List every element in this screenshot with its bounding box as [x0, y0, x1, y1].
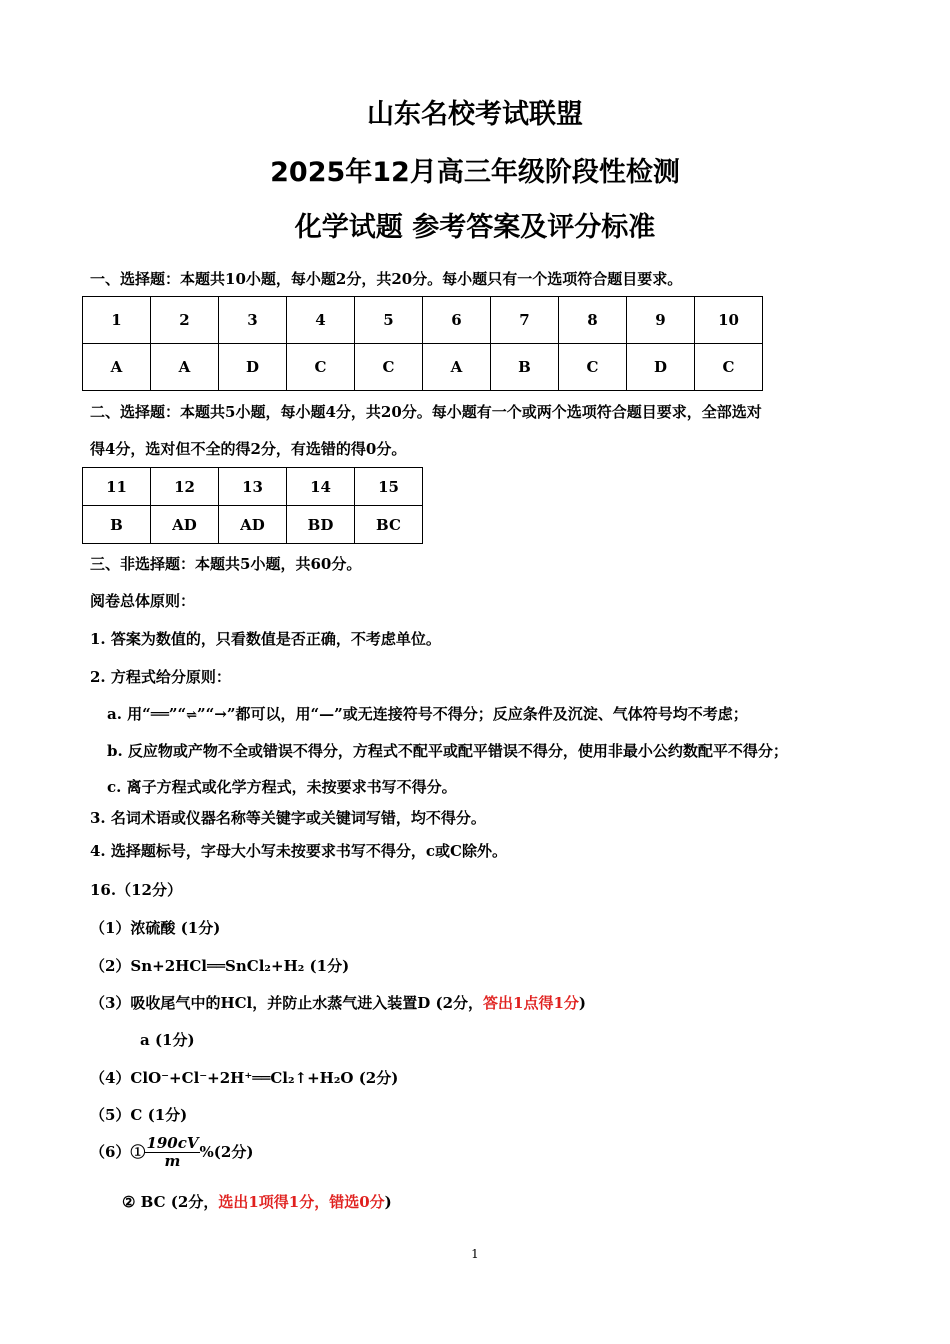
answer-cell: B — [83, 506, 151, 544]
answer-cell: A — [151, 344, 219, 391]
doc-title-line3: 化学试题 参考答案及评分标准 — [294, 212, 656, 243]
question-number-cell: 15 — [355, 468, 423, 506]
answer-cell: C — [355, 344, 423, 391]
answer-cell: C — [559, 344, 627, 391]
q16-answer-4: （4）ClO⁻+Cl⁻+2H⁺══Cl₂↑+H₂O (2分) — [90, 1069, 399, 1087]
q16-answer-3-note: 答出1点得1分 — [483, 994, 579, 1012]
answer-cell: C — [695, 344, 763, 391]
rule-2b: b. 反应物或产物不全或错误不得分，方程式不配平或配平错误不得分，使用非最小公约数配平不得分； — [107, 742, 788, 760]
question-number-cell: 9 — [627, 297, 695, 344]
section2-heading-line1: 二、选择题：本题共5小题，每小题4分，共20分。每小题有一个或两个选项符合题目要求，全部选对 — [90, 403, 762, 421]
doc-title-line2: 2025年12月高三年级阶段性检测 — [270, 157, 680, 188]
question-number-cell: 7 — [491, 297, 559, 344]
q16-title: 16.（12分） — [90, 881, 182, 899]
section2-heading-line2: 得4分，选对但不全的得2分，有选错的得0分。 — [90, 440, 407, 458]
question-number-cell: 3 — [219, 297, 287, 344]
rule-2a-post: ”“→”都可以，用“—”或无连接符号不得分；反应条件及沉淀、气体符号均不考虑； — [197, 705, 748, 723]
question-number-cell: 2 — [151, 297, 219, 344]
question-number-cell: 13 — [219, 468, 287, 506]
question-number-cell: 12 — [151, 468, 219, 506]
principle-title: 阅卷总体原则： — [90, 592, 196, 610]
q16-answer-3-main: （3）吸收尾气中的HCl，并防止水蒸气进入装置D (2分， — [90, 994, 484, 1012]
rule-1: 1. 答案为数值的，只看数值是否正确，不考虑单位。 — [90, 630, 441, 648]
question-number-cell: 10 — [695, 297, 763, 344]
q16-answer-5: （5）C (1分) — [90, 1106, 188, 1124]
answer-cell: AD — [151, 506, 219, 544]
q16-answer-3 — [90, 992, 586, 1013]
answer-cell: AD — [219, 506, 287, 544]
q16-answer-2: （2）Sn+2HCl══SnCl₂+H₂ (1分) — [90, 957, 350, 975]
question-number-cell: 11 — [83, 468, 151, 506]
answer-cell: A — [423, 344, 491, 391]
rule-2: 2. 方程式给分原则： — [90, 668, 231, 686]
q16-answer-6-suffix: %(2分) — [199, 1142, 254, 1161]
fraction-denominator: m — [164, 1152, 181, 1171]
doc-title-line1: 山东名校考试联盟 — [367, 99, 583, 130]
answer-cell: A — [83, 344, 151, 391]
question-number-cell: 5 — [355, 297, 423, 344]
section3-heading: 三、非选择题：本题共5小题，共60分。 — [90, 555, 362, 573]
rule-2a — [107, 703, 748, 724]
q16-answer-6 — [90, 1135, 253, 1171]
q16-answer-3-end: ) — [578, 994, 586, 1012]
rule-3: 3. 名词术语或仪器名称等关键字或关键词写错，均不得分。 — [90, 809, 486, 827]
fraction-numerator: 190cV — [146, 1134, 199, 1152]
question-number-cell: 14 — [287, 468, 355, 506]
q16-answer-6b-note: 选出1项得1分，错选0分 — [218, 1193, 385, 1211]
q16-answer-3b: a (1分) — [140, 1031, 195, 1049]
page-number: 1 — [471, 1247, 479, 1261]
section2-answer-table — [82, 467, 423, 544]
answer-cell: B — [491, 344, 559, 391]
answer-cell: D — [627, 344, 695, 391]
rule-2a-pre: a. 用“══”“ — [107, 705, 187, 723]
fraction — [145, 1135, 199, 1171]
section1-heading: 一、选择题：本题共10小题，每小题2分，共20分。每小题只有一个选项符合题目要求。 — [90, 270, 683, 288]
q16-answer-6b — [122, 1191, 392, 1212]
equilibrium-arrow-icon: ⇌ — [186, 708, 198, 723]
question-number-cell: 4 — [287, 297, 355, 344]
rule-4: 4. 选择题标号，字母大小写未按要求书写不得分，c或C除外。 — [90, 842, 507, 860]
answer-cell: BD — [287, 506, 355, 544]
q16-answer-6b-end: ) — [384, 1193, 392, 1211]
answer-cell: D — [219, 344, 287, 391]
question-number-cell: 6 — [423, 297, 491, 344]
section1-answer-table — [82, 296, 763, 391]
answer-cell: BC — [355, 506, 423, 544]
q16-answer-1: （1）浓硫酸 (1分) — [90, 919, 221, 937]
answer-cell: C — [287, 344, 355, 391]
q16-answer-6b-main: ② BC (2分， — [122, 1193, 219, 1211]
question-number-cell: 1 — [83, 297, 151, 344]
q16-answer-6-prefix: （6）① — [90, 1142, 146, 1161]
rule-2c: c. 离子方程式或化学方程式，未按要求书写不得分。 — [107, 778, 457, 796]
question-number-cell: 8 — [559, 297, 627, 344]
